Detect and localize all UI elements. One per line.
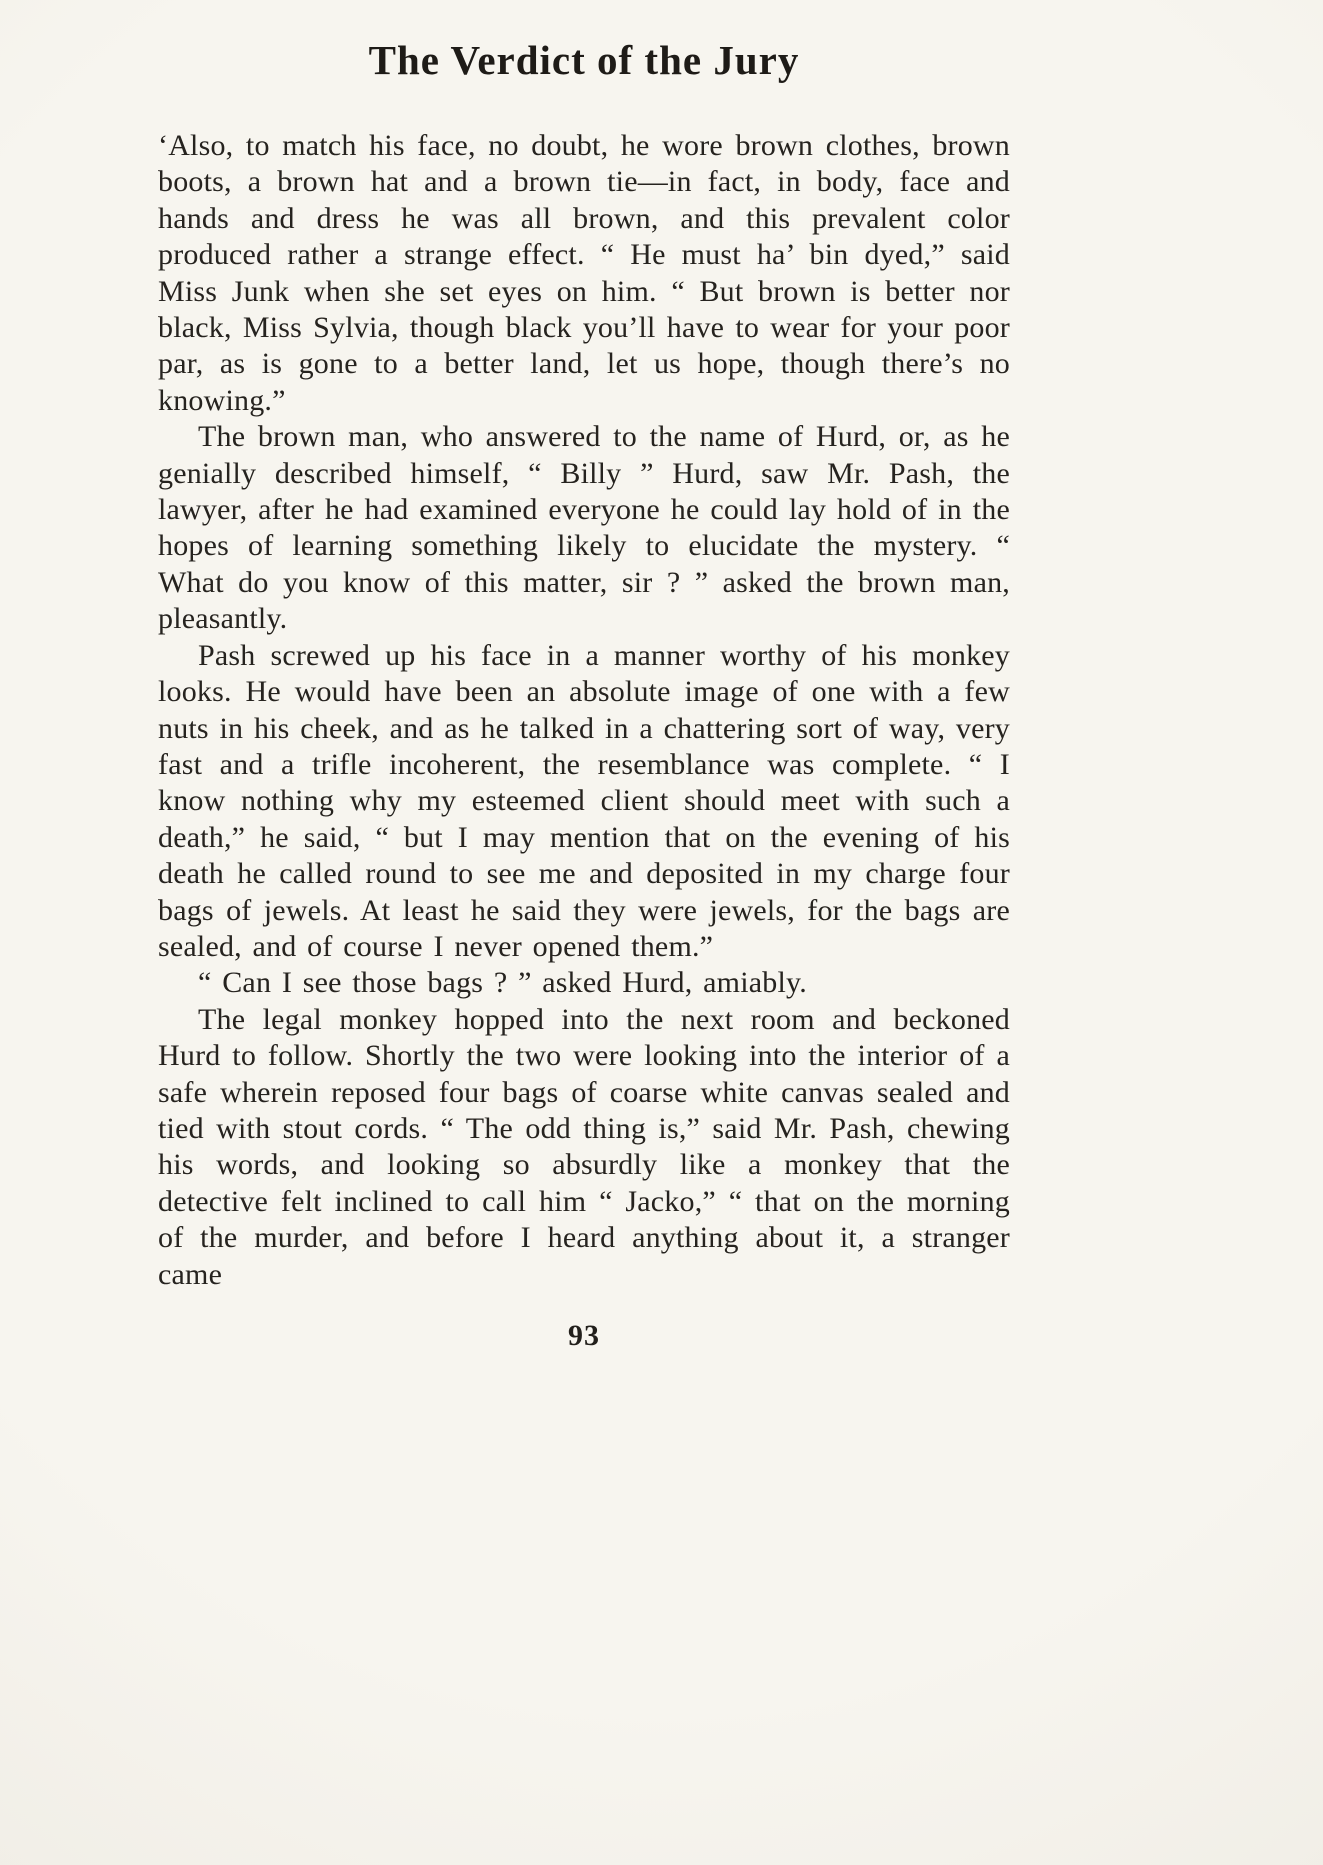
paragraph: ‘Also, to match his face, no doubt, he wore brown clothes, brown boots, a brown hat and a brown tie—in fact, in body, face and hands and dress he was all brown, and this prevalent color produced rather a strange effect. “ He must ha’ bin dyed,” said Miss Junk when she set eyes on him. “ But brown is better nor black, Miss Sylvia, though black you’ll have to wear for your poor par, as is gone to a better land, let us hope, though there’s no knowing.” (158, 129, 1010, 417)
paragraph: The brown man, who answered to the name of Hurd, or, as he genially described himself, “ Billy ” Hurd, saw Mr. Pash, the lawyer, after he had examined everyone he could lay hold of in the hopes of learning something likely to elucidate the mystery. “ What do you know of this matter, sir ? ” asked the brown man, pleasantly. (158, 420, 1010, 636)
paragraph: “ Can I see those bags ? ” asked Hurd, amiably. (198, 966, 807, 1000)
page-title: The Verdict of the Jury (368, 37, 800, 83)
paragraph: Pash screwed up his face in a manner worthy of his monkey looks. He would have been an absolute image of one with a few nuts in his cheek, and as he talked in a chattering sort of way, very fast and a trifle incoherent, the resemblance was complete. “ I know nothing why my esteemed client should meet with such a death,” he said, “ but I may mention that on the evening of his death he called round to see me and deposited in my charge four bags of jewels. At least he said they were jewels, for the bags are sealed, and of course I never opened them.” (158, 638, 1010, 963)
page-number: 93 (568, 1319, 600, 1352)
paragraph: The legal monkey hopped into the next room and beckoned Hurd to follow. Shortly the two were looking into the interior of a safe wherein reposed four bags of coarse white canvas sealed and tied with stout cords. “ The odd thing is,” said Mr. Pash, chewing his words, and looking so absurdly like a monkey that the detective felt inclined to call him “ Jacko,” “ that on the morning of the murder, and before I heard anything about it, a stranger came (158, 1002, 1010, 1291)
page-content (158, 36, 1010, 1353)
body-text (158, 128, 1010, 1293)
